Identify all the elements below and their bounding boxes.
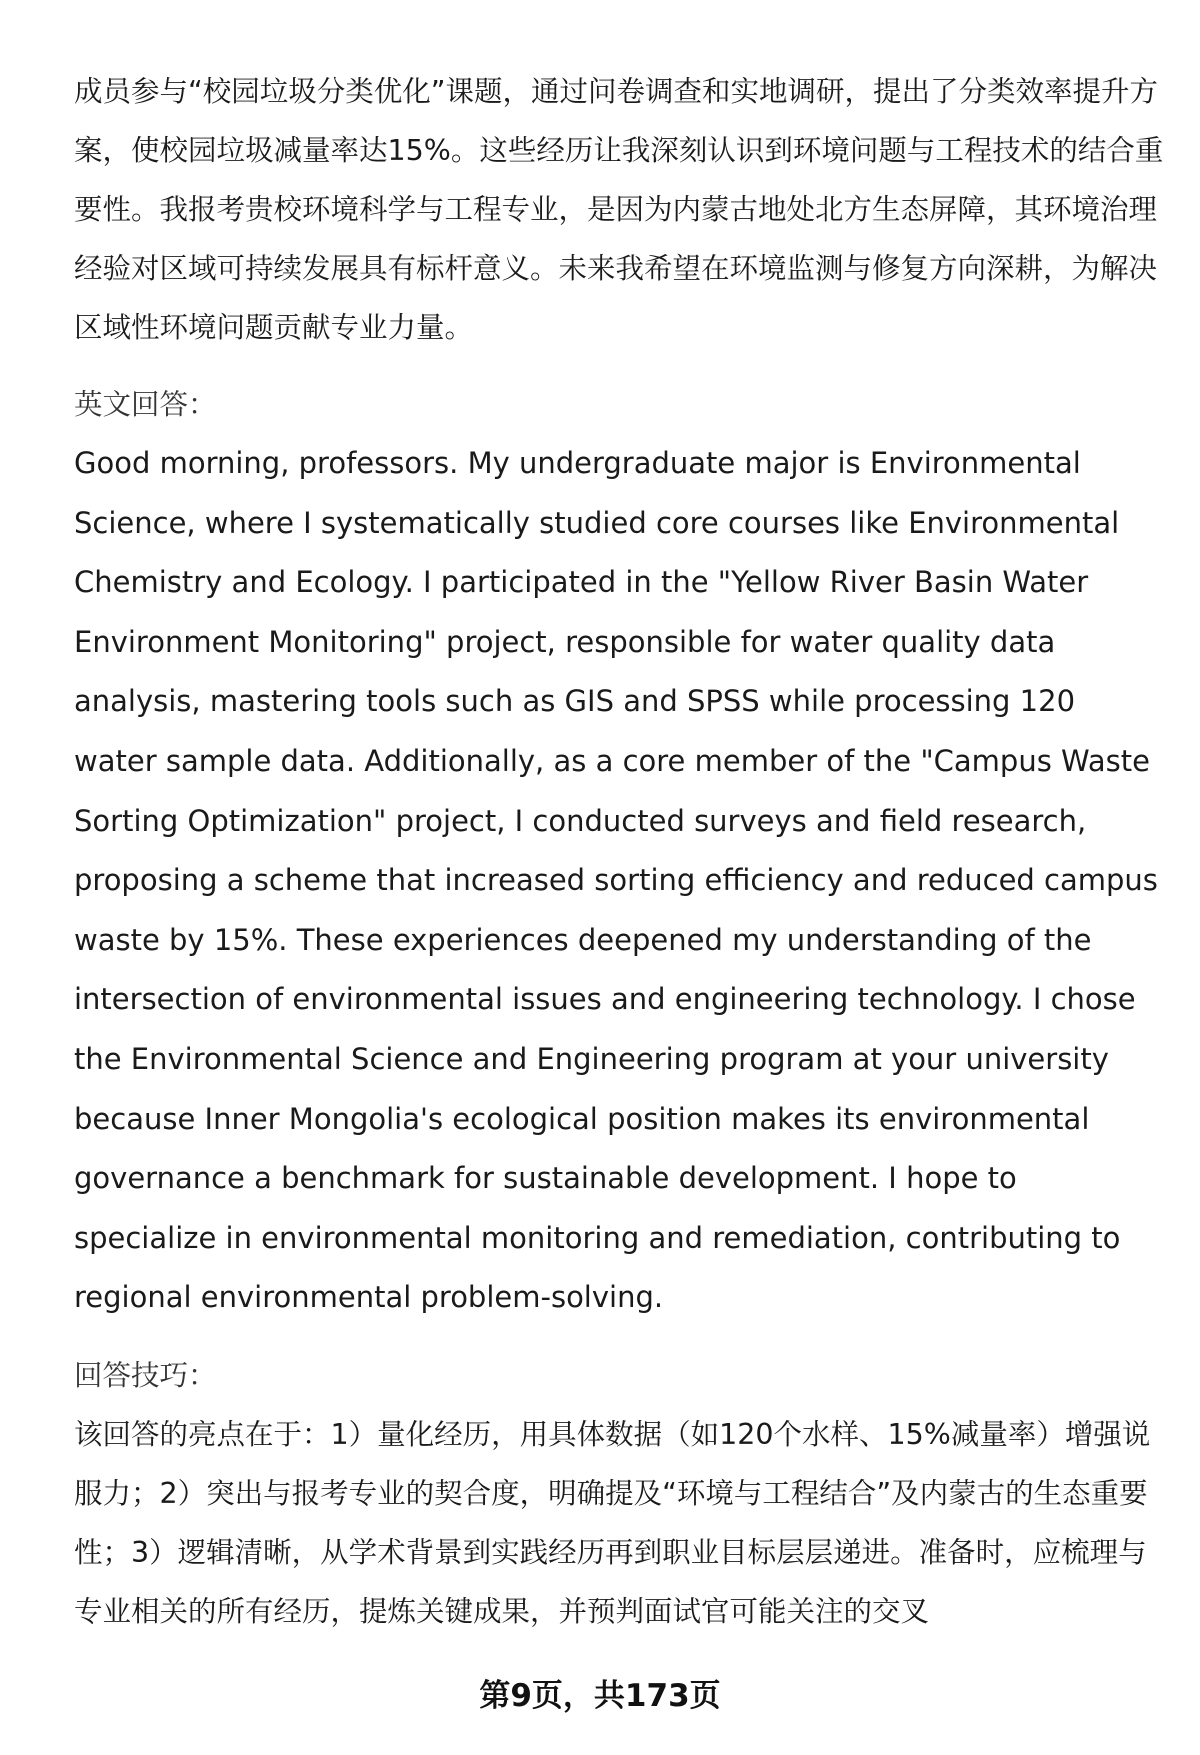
tips-body: 该回答的亮点在于：1）量化经历，用具体数据（如120个水样、15%减量率）增强说服力；2）突出与报考专业的契合度，明确提及“环境与工程结合”及内蒙古的生态重要性；3）逻辑清晰，从学术背景到实践经历再到职业目标层层递进。准备时，应梳理与专业相关的所有经历，提炼关键成果，并预判面试官可能关注的交叉 [74,1417,1151,1628]
tips-heading: 回答技巧： [74,1358,217,1392]
document-content [74,62,1164,1641]
english-answer-heading: 英文回答： [74,388,217,421]
english-answer-body: Good morning, professors. My undergraduate major is Environmental Science, where I systematically studied core courses like Environmental Chemistry and Ecology. I participated in the "Yellow River Basin Water Environment Monitoring" project, responsible for water quality data analysis, mastering tools such as GIS and SPSS while processing 120 water sample data. Additionally, as a core member of the "Campus Waste Sorting Optimization" project, I conducted surveys and field research, proposing a scheme that increased sorting efficiency and reduced campus waste by 15%. These experiences deepened my understanding of the intersection of environmental issues and engineering technology. I chose the Environmental Science and Engineering program at your university because Inner Mongolia's ecological position makes its environmental governance a benchmark for sustainable development. I hope to specialize in environmental monitoring and remediation, contributing to regional environmental problem-solving. [74,446,1158,1315]
intro-paragraph: 成员参与“校园垃圾分类优化”课题，通过问卷调查和实地调研，提出了分类效率提升方案，使校园垃圾减量率达15%。这些经历让我深刻认识到环境问题与工程技术的结合重要性。我报考贵校环境科学与工程专业，是因为内蒙古地处北方生态屏障，其环境治理经验对区域可持续发展具有标杆意义。未来我希望在环境监测与修复方向深耕，为解决区域性环境问题贡献专业力量。 [74,75,1164,344]
page-number: 第9页，共173页 [479,1678,721,1714]
